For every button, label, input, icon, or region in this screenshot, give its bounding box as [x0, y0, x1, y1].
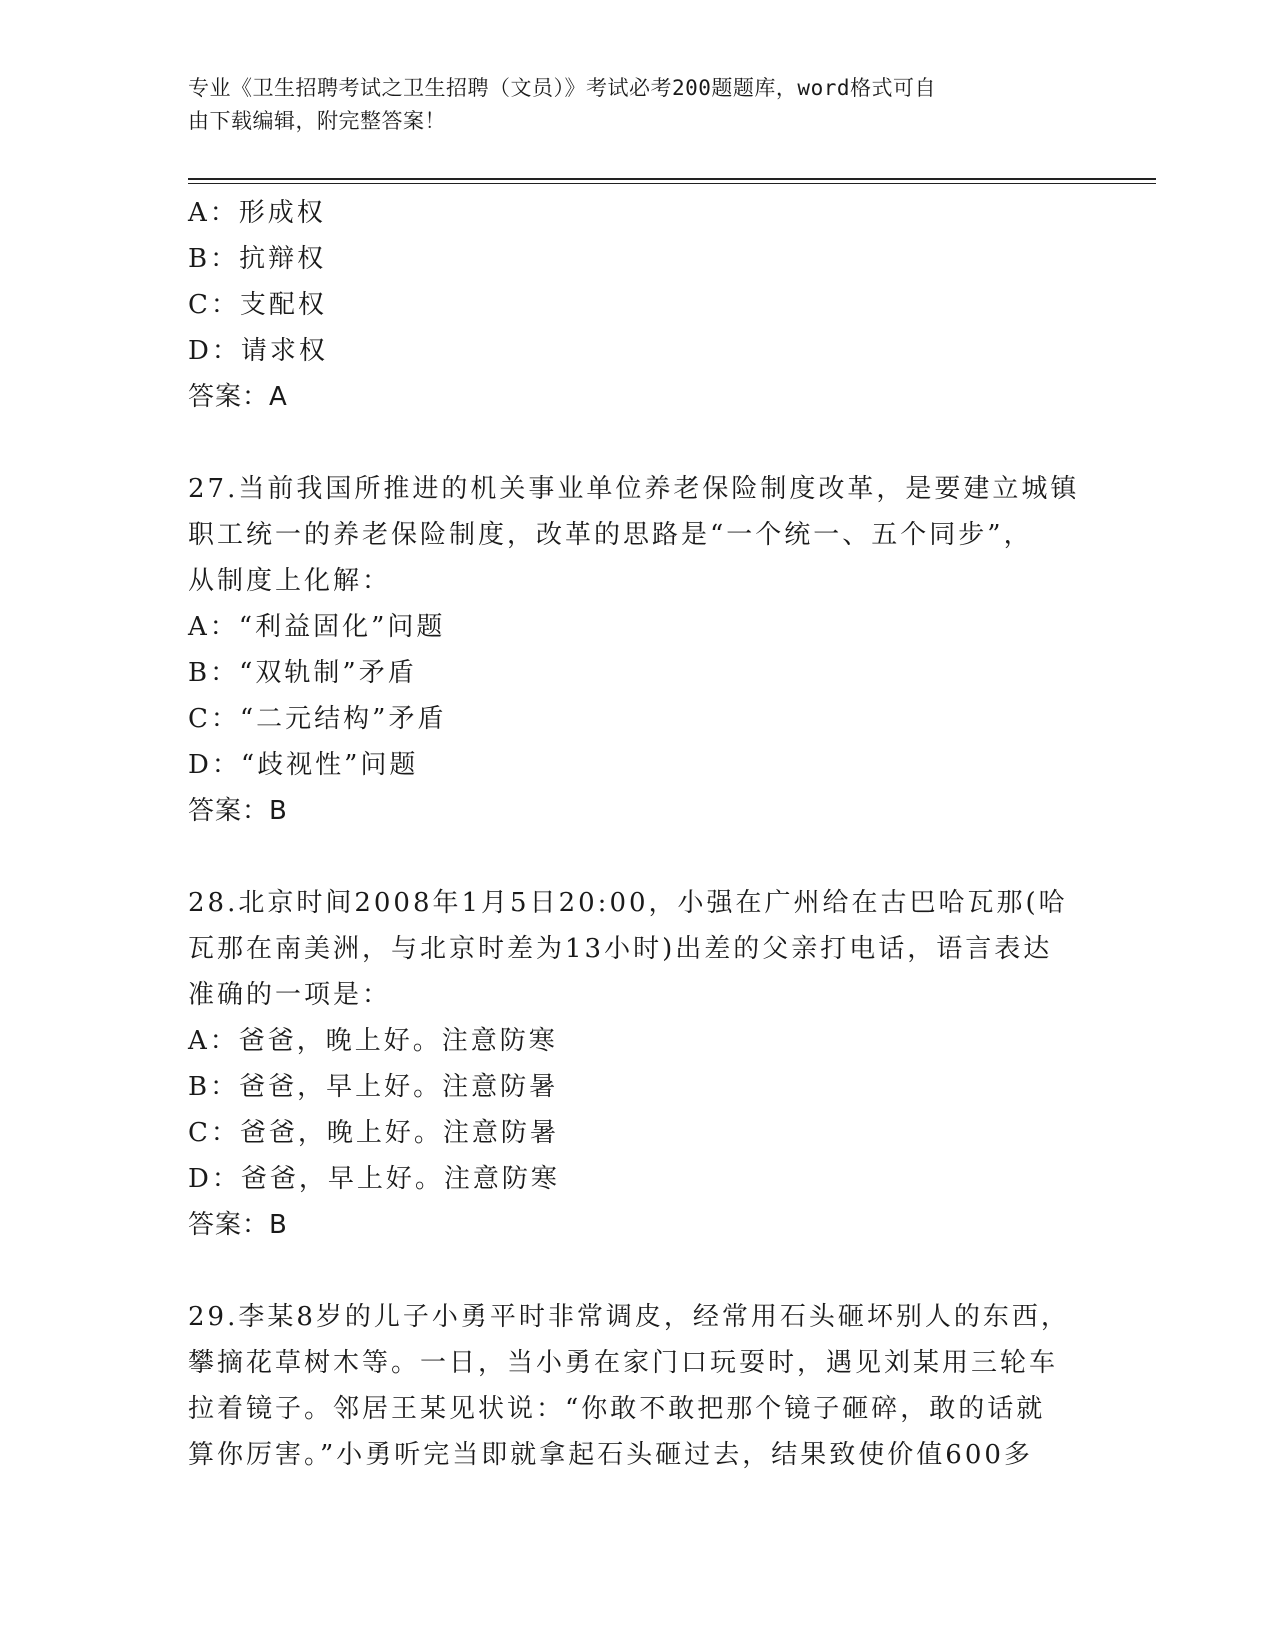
answer: 答案：A — [188, 382, 288, 412]
answer: 答案：B — [188, 796, 288, 826]
question-text-line: 瓦那在南美洲，与北京时差为13小时)出差的父亲打电话，语言表达 — [188, 934, 1053, 964]
spacer — [188, 834, 1088, 880]
option-c: C：爸爸，晚上好。注意防暑 — [188, 1118, 559, 1148]
header-line-2: 由下载编辑，附完整答案！ — [188, 109, 446, 133]
option-c: C：支配权 — [188, 290, 327, 320]
option-d: D：请求权 — [188, 336, 328, 366]
option-c: C：“二元结构”矛盾 — [188, 704, 447, 734]
header-divider-thin — [188, 183, 1156, 184]
answer: 答案：B — [188, 1210, 288, 1240]
header-divider-thick — [188, 178, 1156, 180]
question-text-line: 27.当前我国所推进的机关事业单位养老保险制度改革，是要建立城镇 — [188, 474, 1080, 504]
spacer — [188, 420, 1088, 466]
option-a: A：爸爸，晚上好。注意防寒 — [188, 1026, 558, 1056]
question-text-line: 准确的一项是： — [188, 980, 392, 1010]
document-header — [188, 72, 1068, 138]
question-29 — [188, 1294, 1088, 1478]
option-b: B：爸爸，早上好。注意防暑 — [188, 1072, 559, 1102]
option-b: B：“双轨制”矛盾 — [188, 658, 417, 688]
question-text-line: 29.李某8岁的儿子小勇平时非常调皮，经常用石头砸坏别人的东西， — [188, 1302, 1070, 1332]
question-text-line: 拉着镜子。邻居王某见状说：“你敢不敢把那个镜子砸碎，敢的话就 — [188, 1394, 1046, 1424]
question-text-line: 28.北京时间2008年1月5日20:00，小强在广州给在古巴哈瓦那(哈 — [188, 888, 1068, 918]
question-text-line: 算你厉害。”小勇听完当即就拿起石头砸过去，结果致使价值600多 — [188, 1440, 1033, 1470]
spacer — [188, 1248, 1088, 1294]
question-text-line: 职工统一的养老保险制度，改革的思路是“一个统一、五个同步”， — [188, 520, 1033, 550]
option-b: B：抗辩权 — [188, 244, 327, 274]
document-body — [188, 190, 1088, 1478]
option-a: A：形成权 — [188, 198, 326, 228]
question-text-line: 从制度上化解： — [188, 566, 392, 596]
question-27 — [188, 466, 1088, 834]
question-26 — [188, 190, 1088, 420]
header-line-1: 专业《卫生招聘考试之卫生招聘（文员）》考试必考200题题库，word格式可自 — [188, 76, 936, 100]
option-d: D：“歧视性”问题 — [188, 750, 419, 780]
question-28 — [188, 880, 1088, 1248]
option-a: A：“利益固化”问题 — [188, 612, 446, 642]
option-d: D：爸爸，早上好。注意防寒 — [188, 1164, 560, 1194]
question-text-line: 攀摘花草树木等。一日，当小勇在家门口玩耍时，遇见刘某用三轮车 — [188, 1348, 1059, 1378]
